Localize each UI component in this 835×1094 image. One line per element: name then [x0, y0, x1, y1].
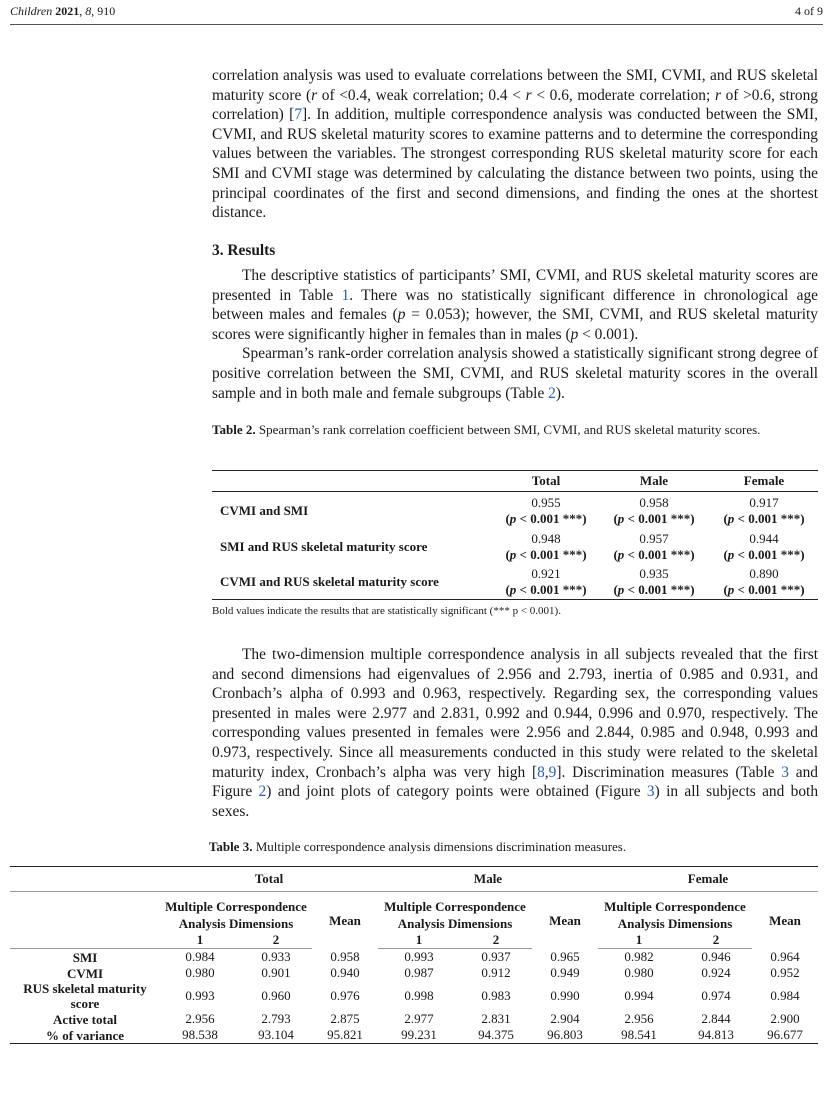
table-header-cell [212, 471, 494, 492]
significance: (p < 0.001 ***) [613, 510, 695, 526]
measure-value: 98.541 [598, 1027, 680, 1044]
measure-value: 0.998 [404, 988, 434, 1003]
coefficient-value: 0.957 [639, 531, 669, 546]
subheader-mean: Mean [549, 912, 581, 928]
table-link[interactable]: 3 [781, 763, 789, 781]
subheader-dimensions: Multiple Correspondence Analysis Dimensions [384, 899, 526, 931]
table-row [10, 949, 818, 966]
coefficient-value: 0.921 [531, 565, 561, 581]
table-2-caption: Table 2. Spearman’s rank correlation coefficient between SMI, CVMI, and RUS skeletal maturity scores. [212, 422, 761, 437]
figure-link[interactable]: 2 [258, 783, 267, 801]
measure-value: 2.956 [185, 1011, 215, 1026]
measure-value: 0.990 [550, 988, 580, 1003]
table-header-cell: Male [598, 471, 710, 492]
table-row [10, 1027, 818, 1044]
citation-link[interactable]: 7 [294, 106, 303, 124]
measure-value: 94.813 [680, 1027, 752, 1044]
measure-value: 0.974 [701, 988, 731, 1003]
table-row [212, 565, 818, 600]
subheader-mean: Mean [329, 912, 361, 928]
table-header-cell: Total [494, 471, 598, 492]
header-divider [10, 24, 823, 25]
coefficient-value: 0.958 [639, 494, 669, 510]
table-row [10, 1011, 818, 1027]
measure-value: 0.982 [624, 949, 654, 964]
measure-value: 0.994 [624, 988, 654, 1003]
table-header-cell: Female [710, 471, 818, 492]
table-row [10, 981, 818, 1011]
measure-value: 2.875 [330, 1011, 360, 1026]
measure-value: 2.793 [261, 1011, 291, 1026]
row-label: SMI [72, 949, 98, 965]
measure-value: 0.993 [404, 949, 434, 964]
measure-value: 0.984 [770, 988, 800, 1003]
measure-value: 0.987 [404, 965, 434, 980]
coefficient-value: 0.890 [749, 565, 779, 581]
measure-value: 2.904 [550, 1011, 580, 1026]
measure-value: 0.980 [624, 965, 654, 980]
measure-value: 98.538 [160, 1027, 240, 1044]
dimension-number: 1 [160, 932, 240, 949]
table-row [212, 530, 818, 565]
dimension-number: 1 [598, 932, 680, 949]
measure-value: 0.984 [185, 949, 215, 964]
significance: (p < 0.001 ***) [723, 581, 805, 597]
figure-link[interactable]: 3 [646, 783, 655, 801]
subheader-mean: Mean [769, 912, 801, 928]
table-row [212, 492, 818, 530]
measure-value: 95.821 [312, 1027, 378, 1044]
measure-value: 0.958 [330, 948, 360, 964]
subheader-dimensions: Multiple Correspondence Analysis Dimensions [165, 899, 307, 931]
significance: (p < 0.001 ***) [505, 581, 587, 597]
significance: (p < 0.001 ***) [723, 510, 805, 526]
coefficient-value: 0.948 [531, 531, 561, 546]
row-label: % of variance [10, 1027, 160, 1044]
row-label: CVMI and RUS skeletal maturity score [212, 565, 494, 600]
measure-value: 0.949 [550, 965, 580, 980]
measure-value: 0.965 [550, 948, 580, 964]
row-label: RUS skeletal maturity score [23, 981, 147, 1011]
measure-value: 0.976 [330, 988, 360, 1003]
measure-value: 2.956 [624, 1011, 654, 1026]
coefficient-value: 0.944 [749, 531, 779, 546]
measure-value: 2.900 [770, 1011, 800, 1026]
measure-value: 96.677 [752, 1027, 818, 1044]
dimension-number: 2 [240, 932, 312, 949]
measure-value: 0.912 [481, 965, 511, 980]
significance: (p < 0.001 ***) [613, 581, 695, 597]
section-heading-results: 3. Results [212, 242, 276, 259]
measure-value: 0.940 [330, 965, 360, 980]
group-header-female: Female [598, 867, 818, 892]
row-label: CVMI and SMI [220, 502, 309, 518]
significance: (p < 0.001 ***) [505, 510, 587, 526]
measure-value: 0.980 [185, 965, 215, 980]
measure-value: 0.946 [701, 949, 731, 964]
row-label: CVMI [66, 965, 104, 981]
measure-value: 2.977 [404, 1011, 434, 1026]
row-label: SMI and RUS skeletal maturity score [220, 539, 428, 554]
table-row [10, 965, 818, 981]
measure-value: 0.964 [770, 948, 800, 964]
coefficient-value: 0.955 [531, 494, 561, 510]
group-header-male: Male [378, 867, 598, 892]
table-3-caption: Table 3. Multiple correspondence analysis dimensions discrimination measures. [208, 839, 627, 854]
measure-value: 0.924 [701, 965, 731, 980]
dimension-number: 2 [460, 932, 532, 949]
measure-value: 94.375 [460, 1027, 532, 1044]
measure-value: 99.231 [378, 1027, 460, 1044]
running-header [10, 4, 823, 20]
significance: (p < 0.001 ***) [723, 547, 805, 562]
table-link[interactable]: 2 [548, 384, 556, 402]
journal-citation: Children 2021, 8, 910 [10, 4, 116, 18]
measure-value: 0.983 [481, 988, 511, 1003]
dimension-number: 2 [680, 932, 752, 949]
measure-value: 93.104 [240, 1027, 312, 1044]
table-link[interactable]: 1 [341, 286, 350, 304]
measure-value: 2.844 [701, 1011, 731, 1026]
group-header-total: Total [160, 867, 378, 892]
coefficient-value: 0.917 [749, 494, 779, 510]
subheader-dimensions: Multiple Correspondence Analysis Dimensions [604, 899, 746, 931]
row-label: Active total [53, 1011, 117, 1027]
significance: (p < 0.001 ***) [505, 547, 587, 562]
table-2 [212, 470, 818, 600]
measure-value: 0.960 [261, 988, 291, 1003]
significance: (p < 0.001 ***) [613, 547, 695, 562]
paragraph-results: The descriptive statistics of participants’ SMI, CVMI, and RUS skeletal maturity scores are presented in Table 1. There was no statistically significant difference in chronological age between males and females (p = 0.053); however, the SMI, CVMI, and RUS skeletal maturity scores were significantly higher in females than in males (p < 0.001). Spearman’s rank-order correlation analysis showed a statistically significant strong degree of positive correlation between the SMI, CVMI, and RUS skeletal maturity scores in the overall sample and in both male and female subgroups (Table 2). [212, 267, 818, 402]
table-2-footnote: Bold values indicate the results that are statistically significant (*** p < 0.001). [212, 605, 561, 617]
measure-value: 0.933 [261, 949, 291, 964]
measure-value: 0.901 [261, 965, 291, 980]
measure-value: 0.993 [185, 988, 215, 1003]
table-3 [10, 866, 818, 1044]
paragraph-methods-end: correlation analysis was used to evaluate correlations between the SMI, CVMI, and RUS skeletal maturity score (r of <0.4, weak correlation; 0.4 < r < 0.6, moderate correlation; r of >0.6, strong correlation) [7]. In addition, multiple correspondence analysis was conducted between the SMI, CVMI, and RUS skeletal maturity scores to examine patterns and to determine the corresponding values between the variables. The strongest corresponding RUS skeletal maturity score for each SMI and CVMI stage was determined by calculating the distance between two points, using the principal coordinates of the first and second dimensions, and finding the ones at the shortest distance. [212, 67, 818, 222]
page-number: 4 of 9 [795, 4, 823, 18]
paragraph-mca: The two-dimension multiple correspondence analysis in all subjects revealed that the first and second dimensions had eigenvalues of 2.956 and 2.793, inertia of 0.985 and 0.931, and Cronbach’s alpha of 0.993 and 0.963, respectively. Regarding sex, the corresponding values presented in males were 2.977 and 2.831, 0.992 and 0.944, 0.996 and 0.970, respectively. The corresponding values presented in females were 2.956 and 2.844, 0.985 and 0.948, 0.993 and 0.973, respectively. Since all measurements conducted in this study were related to the skeletal maturity index, Cronbach’s alpha was very high [8,9]. Discrimination measures (Table 3 and Figure 2) and joint plots of category points were obtained (Figure 3) in all subjects and both sexes. [212, 646, 819, 820]
measure-value: 0.937 [481, 949, 511, 964]
measure-value: 96.803 [532, 1027, 598, 1044]
coefficient-value: 0.935 [639, 565, 669, 581]
measure-value: 2.831 [481, 1011, 511, 1026]
citation-link[interactable]: 9 [548, 763, 557, 781]
measure-value: 0.952 [770, 965, 800, 980]
citation-link[interactable]: 8 [537, 763, 545, 781]
dimension-number: 1 [378, 932, 460, 949]
